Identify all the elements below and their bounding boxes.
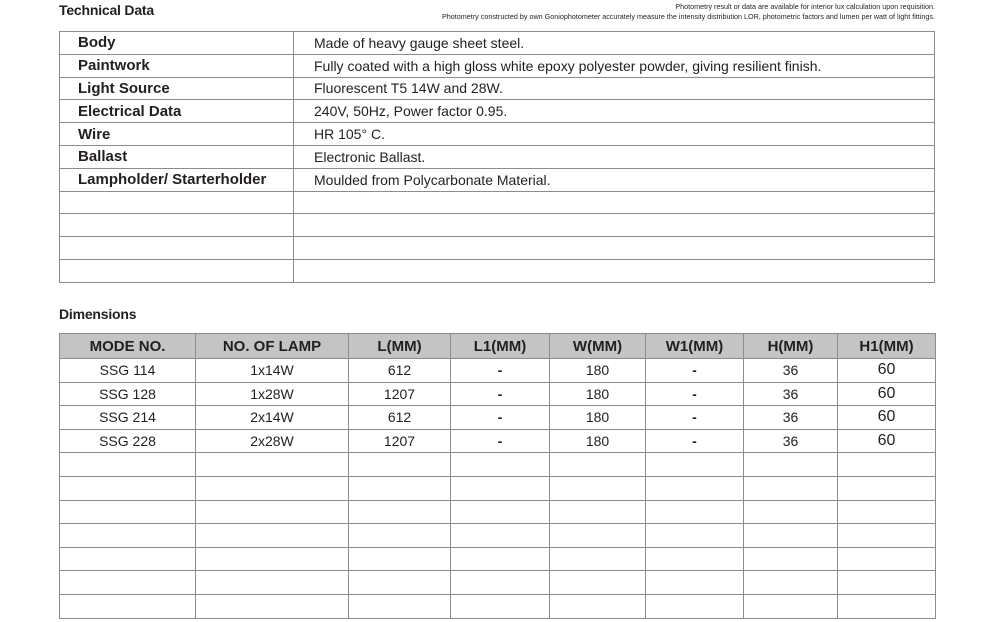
dimensions-cell [196,453,349,477]
dimensions-cell [838,571,936,595]
dimensions-cell [349,594,451,618]
dimensions-cell [744,476,838,500]
dimensions-cell [646,500,744,524]
dimensions-cell: 1207 [349,382,451,406]
dimensions-row [60,594,936,618]
dimensions-row [60,547,936,571]
dimensions-row [60,476,936,500]
dimensions-cell [550,594,646,618]
technical-label [60,191,294,214]
technical-label: Electrical Data [60,100,294,123]
technical-label: Body [60,32,294,55]
dimensions-cell [838,500,936,524]
dimensions-cell [744,500,838,524]
technical-label: Ballast [60,145,294,168]
dimensions-cell [451,594,550,618]
dimensions-cell [196,524,349,548]
technical-value [294,259,935,282]
dimensions-header-cell: H(MM) [744,334,838,359]
technical-value [294,214,935,237]
dimensions-cell: - [451,359,550,383]
technical-label [60,214,294,237]
dimensions-cell [196,571,349,595]
dimensions-cell [451,571,550,595]
dimensions-cell: SSG 228 [60,429,196,453]
dimensions-cell: SSG 214 [60,406,196,430]
dimensions-cell [744,524,838,548]
technical-row [60,145,935,168]
dimensions-cell [60,594,196,618]
dimensions-cell [744,453,838,477]
dimensions-table [59,333,936,619]
dimensions-row [60,429,936,453]
dimensions-title: Dimensions [59,306,137,322]
dimensions-cell [646,524,744,548]
dimensions-cell: 180 [550,429,646,453]
dimensions-row [60,453,936,477]
technical-value [294,191,935,214]
technical-row [60,77,935,100]
photometry-notes [442,2,935,21]
dimensions-row [60,571,936,595]
dimensions-cell [60,524,196,548]
technical-value: Fully coated with a high gloss white epoxy polyester powder, giving resilient finish. [294,54,935,77]
dimensions-cell [60,500,196,524]
dimensions-cell [451,500,550,524]
dimensions-cell [550,476,646,500]
dimensions-cell [550,500,646,524]
dimensions-cell [744,594,838,618]
dimensions-cell: - [646,382,744,406]
dimensions-cell [196,476,349,500]
technical-value: Fluorescent T5 14W and 28W. [294,77,935,100]
dimensions-cell [838,594,936,618]
technical-value: 240V, 50Hz, Power factor 0.95. [294,100,935,123]
dimensions-cell: 60 [838,382,936,406]
technical-row [60,259,935,282]
dimensions-cell [550,453,646,477]
dimensions-cell [744,571,838,595]
dimensions-cell [349,453,451,477]
dimensions-cell [838,453,936,477]
dimensions-row [60,500,936,524]
dimensions-cell [838,476,936,500]
dimensions-cell: 612 [349,359,451,383]
dimensions-cell: 2x14W [196,406,349,430]
dimensions-cell: 1x28W [196,382,349,406]
dimensions-cell: 60 [838,359,936,383]
technical-label [60,259,294,282]
technical-row [60,54,935,77]
technical-row [60,214,935,237]
technical-label [60,237,294,260]
dimensions-row [60,406,936,430]
technical-label: Lampholder/ Starterholder [60,168,294,191]
dimensions-cell: 180 [550,359,646,383]
dimensions-cell [349,547,451,571]
dimensions-cell [838,524,936,548]
dimensions-header-row [60,334,936,359]
dimensions-cell [646,547,744,571]
technical-data-title: Technical Data [59,2,154,18]
dimensions-cell [550,524,646,548]
technical-label: Wire [60,123,294,146]
technical-row [60,168,935,191]
technical-value: HR 105° C. [294,123,935,146]
dimensions-cell [349,500,451,524]
technical-data-table [59,31,935,283]
dimensions-cell [451,524,550,548]
dimensions-header-cell: NO. OF LAMP [196,334,349,359]
dimensions-cell [646,571,744,595]
technical-value: Electronic Ballast. [294,145,935,168]
dimensions-cell: - [451,406,550,430]
dimensions-cell [646,453,744,477]
dimensions-cell: - [646,406,744,430]
dimensions-cell: SSG 114 [60,359,196,383]
dimensions-cell: - [451,429,550,453]
dimensions-cell: 60 [838,406,936,430]
technical-label: Paintwork [60,54,294,77]
dimensions-cell [451,547,550,571]
technical-row [60,237,935,260]
technical-row [60,123,935,146]
dimensions-cell [451,476,550,500]
dimensions-cell [60,476,196,500]
dimensions-cell: SSG 128 [60,382,196,406]
dimensions-row [60,382,936,406]
dimensions-cell: 36 [744,359,838,383]
dimensions-cell [60,571,196,595]
dimensions-cell: 36 [744,406,838,430]
dimensions-header-cell: L1(MM) [451,334,550,359]
dimensions-cell [451,453,550,477]
technical-row [60,100,935,123]
dimensions-cell [349,571,451,595]
dimensions-cell: 180 [550,382,646,406]
dimensions-cell: 180 [550,406,646,430]
dimensions-header-cell: H1(MM) [838,334,936,359]
dimensions-cell: 1x14W [196,359,349,383]
technical-row [60,32,935,55]
dimensions-cell [196,500,349,524]
dimensions-cell [838,547,936,571]
photometry-note: Photometry result or data are available for interior lux calculation upon requisition. [675,2,935,11]
dimensions-header-cell: W1(MM) [646,334,744,359]
dimensions-cell [646,476,744,500]
dimensions-header-cell: W(MM) [550,334,646,359]
dimensions-header-cell: L(MM) [349,334,451,359]
dimensions-cell: 60 [838,429,936,453]
dimensions-cell: 2x28W [196,429,349,453]
dimensions-cell [60,547,196,571]
dimensions-cell: 612 [349,406,451,430]
technical-value: Moulded from Polycarbonate Material. [294,168,935,191]
dimensions-cell: 1207 [349,429,451,453]
dimensions-cell [349,524,451,548]
dimensions-cell: - [451,382,550,406]
dimensions-row [60,359,936,383]
technical-value [294,237,935,260]
dimensions-cell [196,594,349,618]
dimensions-cell: 36 [744,429,838,453]
dimensions-row [60,524,936,548]
dimensions-cell: - [646,429,744,453]
photometry-note: Photometry constructed by own Goniophotometer accurately measure the intensity distribution LOR, photometric factors and lumen per watt of light fittings. [442,11,935,21]
technical-value: Made of heavy gauge sheet steel. [294,32,935,55]
dimensions-cell: - [646,359,744,383]
dimensions-cell: 36 [744,382,838,406]
dimensions-cell [196,547,349,571]
dimensions-cell [744,547,838,571]
dimensions-cell [60,453,196,477]
dimensions-cell [550,571,646,595]
technical-row [60,191,935,214]
dimensions-cell [550,547,646,571]
technical-label: Light Source [60,77,294,100]
dimensions-header-cell: MODE NO. [60,334,196,359]
dimensions-cell [349,476,451,500]
dimensions-cell [646,594,744,618]
